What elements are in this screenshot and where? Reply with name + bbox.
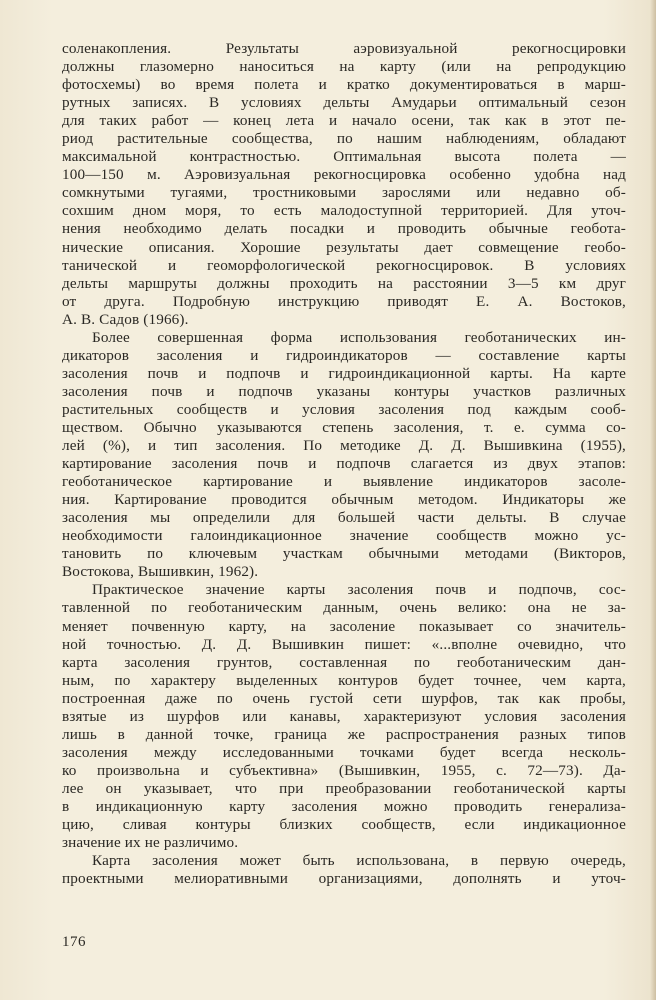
text-line: построенная даже по очень густой сети шурфов, так как пробы,: [62, 689, 626, 707]
text-line: необходимости галоиндикационное значение сообществ можно ус-: [62, 527, 626, 545]
body-text: [62, 40, 626, 888]
text-line: проектными мелиоративными организациями, дополнять и уточ-: [62, 870, 626, 888]
text-line: засоления между исследованными точками будет всегда несколь-: [62, 743, 626, 761]
text-line: 100—150 м. Аэровизуальная рекогносцировка особенно удобна над: [62, 166, 626, 184]
text-line: Более совершенная форма использования геоботанических ин-: [92, 328, 626, 346]
text-line: соленакопления. Результаты аэровизуальной рекогносцировки: [62, 40, 626, 57]
text-line: сохшим дном моря, то есть малодоступной территорией. Для уточ-: [62, 202, 626, 220]
text-line: сомкнутыми тугаями, тростниковыми зарослями или недавно об-: [62, 184, 626, 202]
text-line: тавленной по геоботаническим данным, очень велико: она не за-: [62, 599, 626, 617]
text-line: А. В. Садов (1966).: [62, 310, 189, 328]
text-line: лишь в данной точке, граница же распространения разных типов: [62, 725, 626, 743]
text-line: дикаторов засоления и гидроиндикаторов — составление карты: [62, 346, 626, 364]
text-line: тановить по ключевым участкам обычными методами (Викторов,: [62, 545, 626, 563]
text-line: нения необходимо делать посадки и проводить обычные геобота-: [62, 220, 626, 238]
text-line: значение их не различимо.: [62, 834, 239, 852]
text-line: карта засоления грунтов, составленная по геоботаническим дан-: [62, 653, 626, 671]
text-line: Практическое значение карты засоления почв и подпочв, сос-: [92, 581, 626, 599]
text-line: от друга. Подробную инструкцию приводят Е. А. Востоков,: [62, 292, 626, 310]
text-line: танической и геоморфологической рекогносцировок. В условиях: [62, 256, 626, 274]
text-line: цию, сливая контуры близких сообществ, если индикационное: [62, 816, 626, 834]
text-line: рутных записях. В условиях дельты Амударьи оптимальный сезон: [62, 94, 626, 112]
text-line: лее он указывает, что при преобразовании геоботанической карты: [62, 779, 626, 797]
text-line: меняет почвенную карту, на засоление показывает со значитель-: [62, 617, 626, 635]
text-line: ко произвольна и субъективна» (Вышивкин, 1955, с. 72—73). Да-: [62, 761, 626, 779]
text-line: засоления почв и подпочв указаны контуры участков различных: [62, 382, 626, 400]
text-line: взятые из шурфов или канавы, характеризуют условия засоления: [62, 707, 626, 725]
text-line: нические описания. Хорошие результаты дает совмещение геобо-: [62, 238, 626, 256]
text-line: Востокова, Вышивкин, 1962).: [62, 563, 259, 581]
text-line: засоления мы определили для большей части дельты. В случае: [62, 509, 626, 527]
text-line: дельты маршруты должны проходить на расстоянии 3—5 км друг: [62, 274, 626, 292]
text-line: картирование засоления почв и подпочв слагается из двух этапов:: [62, 455, 626, 473]
text-line: ществом. Обычно указываются степень засоления, т. е. сумма со-: [62, 418, 626, 436]
text-line: для таких работ — конец лета и начало осени, так как в этот пе-: [62, 112, 626, 130]
page-number: 176: [62, 934, 86, 950]
text-line: должны глазомерно наноситься на карту (или на репродукцию: [62, 58, 626, 76]
text-line: ной точностью. Д. Д. Вышивкин пишет: «...вполне очевидно, что: [62, 635, 626, 653]
text-line: в индикационную карту засоления можно проводить генерализа-: [62, 797, 626, 815]
text-line: ным, по характеру выделенных контуров будет точнее, чем карта,: [62, 671, 626, 689]
text-line: лей (%), и тип засоления. По методике Д. Д. Вышивкина (1955),: [62, 437, 626, 455]
text-line: растительных сообществ и условия засоления под каждым сооб-: [62, 400, 626, 418]
text-line: фотосхемы) во время полета и кратко документироваться в марш-: [62, 76, 626, 94]
text-line: максимальной контрастностью. Оптимальная высота полета —: [62, 148, 626, 166]
text-line: ния. Картирование проводится обычным методом. Индикаторы же: [62, 491, 626, 509]
text-line: засоления почв и подпочв и гидроиндикационной карты. На карте: [62, 364, 626, 382]
page-edge-shadow: [650, 0, 656, 1000]
text-line: геоботаническое картирование и выявление индикаторов засоле-: [62, 473, 626, 491]
text-line: Карта засоления может быть использована, в первую очередь,: [92, 852, 626, 870]
text-line: риод растительные сообщества, по нашим наблюдениям, обладают: [62, 130, 626, 148]
